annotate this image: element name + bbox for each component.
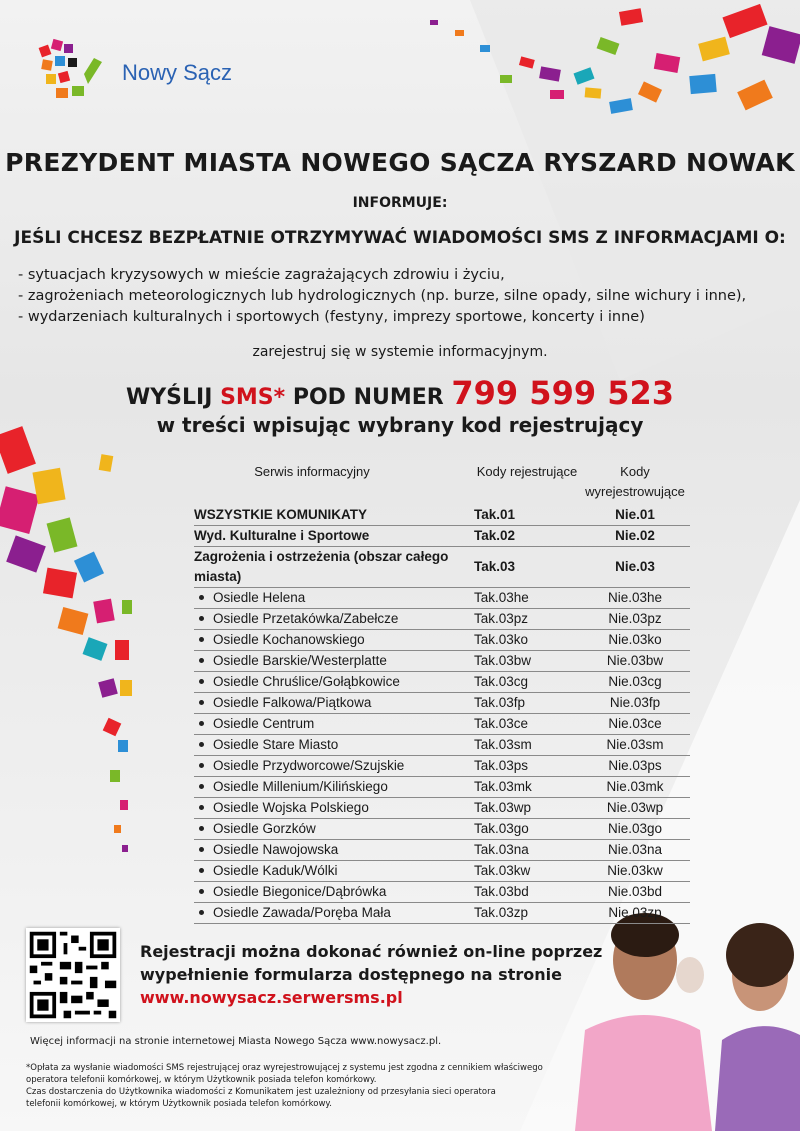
informs-heading: INFORMUJE: — [352, 195, 448, 211]
list-item: - zagrożeniach meteorologicznych lub hydrologicznych (np. burze, silne opady, silne wichury i inne), — [18, 288, 747, 304]
header-service: Serwis informacyjny — [254, 464, 370, 479]
district-name — [194, 672, 470, 693]
bullet-icon — [199, 721, 204, 726]
table-row — [194, 756, 690, 777]
online-registration — [140, 940, 602, 1009]
bullet-icon — [199, 763, 204, 768]
table-row — [194, 777, 690, 798]
register-code: Tak.03bd — [470, 882, 580, 903]
unregister-code: Nie.03 — [580, 547, 690, 588]
topics-list — [18, 265, 746, 328]
city-logo-icon — [36, 36, 111, 111]
district-name — [194, 903, 470, 924]
district-label: Osiedle Millenium/Kilińskiego — [213, 779, 388, 794]
register-code: Tak.03kw — [470, 861, 580, 882]
main-rows — [194, 505, 690, 588]
register-code: Tak.03ko — [470, 630, 580, 651]
district-label: Osiedle Biegonice/Dąbrówka — [213, 884, 387, 899]
register-code: Tak.03pz — [470, 609, 580, 630]
table-row — [194, 651, 690, 672]
table-row — [194, 840, 690, 861]
footnote — [26, 1062, 546, 1110]
sms-instruction — [0, 374, 800, 412]
district-name — [194, 819, 470, 840]
table-row — [194, 903, 690, 924]
bullet-icon — [199, 889, 204, 894]
bullet-icon — [199, 742, 204, 747]
unregister-code: Nie.02 — [580, 526, 690, 547]
table-row — [194, 526, 690, 547]
footnote-line: operatora telefonii komórkowej, w którym Użytkownik posiada telefon komórkowy. — [26, 1075, 377, 1085]
unregister-code: Nie.03mk — [580, 777, 690, 798]
more-info-text: Więcej informacji na stronie internetowej Miasta Nowego Sącza www.nowysacz.pl. — [30, 1036, 442, 1047]
register-code: Tak.03sm — [470, 735, 580, 756]
district-label: Osiedle Gorzków — [213, 821, 316, 836]
district-label: Osiedle Przydworcowe/Szujskie — [213, 758, 405, 773]
district-label: Osiedle Nawojowska — [213, 842, 339, 857]
district-label: Osiedle Centrum — [213, 716, 315, 731]
sms-prefix: WYŚLIJ — [125, 385, 221, 410]
register-code: Tak.03 — [470, 547, 580, 588]
unregister-code: Nie.03he — [580, 588, 690, 609]
bullet-icon — [199, 910, 204, 915]
table-header-row — [194, 462, 690, 505]
qr-code — [26, 928, 120, 1022]
district-rows — [194, 588, 690, 924]
table-row — [194, 672, 690, 693]
unregister-code: Nie.03fp — [580, 693, 690, 714]
header-unregister-codes: Kody wyrejestrowujące — [585, 464, 685, 499]
online-line-1: Rejestracji można dokonać również on-line poprzez — [140, 942, 603, 961]
district-name — [194, 651, 470, 672]
district-name — [194, 609, 470, 630]
district-label: Osiedle Barskie/Westerplatte — [213, 653, 387, 668]
district-name — [194, 630, 470, 651]
bullet-icon — [199, 700, 204, 705]
bullet-icon — [199, 784, 204, 789]
logo-text: Nowy Sącz — [122, 60, 233, 85]
registration-link[interactable]: www.nowysacz.serwersms.pl — [140, 988, 403, 1007]
unregister-code: Nie.03wp — [580, 798, 690, 819]
district-label: Osiedle Stare Miasto — [213, 737, 339, 752]
unregister-code: Nie.03ko — [580, 630, 690, 651]
code-instruction: w treści wpisując wybrany kod rejestrujący — [156, 413, 644, 437]
unregister-code: Nie.03kw — [580, 861, 690, 882]
table-row — [194, 882, 690, 903]
bullet-icon — [199, 679, 204, 684]
online-line-2: wypełnienie formularza dostępnego na stronie — [140, 965, 562, 984]
sms-word: SMS* — [220, 385, 286, 410]
left-fragments — [0, 426, 132, 852]
bullet-icon — [199, 595, 204, 600]
table-row — [194, 505, 690, 526]
list-item: - wydarzeniach kulturalnych i sportowych (festyny, imprezy sportowe, koncerty i inne) — [18, 309, 645, 325]
footnote-line: Czas dostarczenia do Użytkownika wiadomości z Komunikatem jest uzależniony od przesyłania sieci operatora — [26, 1087, 496, 1097]
unregister-code: Nie.03ps — [580, 756, 690, 777]
table-row — [194, 588, 690, 609]
district-label: Osiedle Helena — [213, 590, 306, 605]
service-name: Zagrożenia i ostrzeżenia (obszar całego miasta) — [194, 547, 470, 588]
unregister-code: Nie.03cg — [580, 672, 690, 693]
register-code: Tak.03na — [470, 840, 580, 861]
table-row — [194, 547, 690, 588]
service-name: WSZYSTKIE KOMUNIKATY — [194, 505, 470, 526]
district-label: Osiedle Wojska Polskiego — [213, 800, 369, 815]
register-code: Tak.03ps — [470, 756, 580, 777]
list-item: - sytuacjach kryzysowych w mieście zagrażających zdrowiu i życiu, — [18, 267, 505, 283]
header-register-codes: Kody rejestrujące — [476, 464, 578, 479]
district-label: Osiedle Kochanowskiego — [213, 632, 365, 647]
table-row — [194, 798, 690, 819]
unregister-code: Nie.03bd — [580, 882, 690, 903]
bullet-icon — [199, 826, 204, 831]
district-label: Osiedle Chruślice/Gołąbkowice — [213, 674, 400, 689]
table-row — [194, 714, 690, 735]
register-code: Tak.03zp — [470, 903, 580, 924]
register-code: Tak.03ce — [470, 714, 580, 735]
district-name — [194, 861, 470, 882]
bullet-icon — [199, 847, 204, 852]
unregister-code: Nie.03go — [580, 819, 690, 840]
unregister-code: Nie.03bw — [580, 651, 690, 672]
register-code: Tak.03bw — [470, 651, 580, 672]
table-row — [194, 693, 690, 714]
service-name: Wyd. Kulturalne i Sportowe — [194, 526, 470, 547]
unregister-code: Nie.03zp — [580, 903, 690, 924]
district-label: Osiedle Zawada/Poręba Mała — [213, 905, 391, 920]
unregister-code: Nie.03pz — [580, 609, 690, 630]
table-row — [194, 609, 690, 630]
table-row — [194, 735, 690, 756]
unregister-code: Nie.03ce — [580, 714, 690, 735]
bullet-icon — [199, 637, 204, 642]
table-row — [194, 819, 690, 840]
footnote-line: *Opłata za wysłanie wiadomości SMS rejestrującej oraz wyrejestrowującej z systemu jest zgodna z cennikiem właściwego — [26, 1063, 543, 1073]
page-title: PREZYDENT MIASTA NOWEGO SĄCZA RYSZARD NOWAK — [5, 148, 795, 177]
register-code: Tak.03mk — [470, 777, 580, 798]
district-name — [194, 693, 470, 714]
district-name — [194, 798, 470, 819]
district-name — [194, 840, 470, 861]
footnote-line: telefonii komórkowej, w którym Użytkownik posiada telefon komórkowy. — [26, 1099, 332, 1109]
register-code: Tak.03fp — [470, 693, 580, 714]
bullet-icon — [199, 616, 204, 621]
table-row — [194, 630, 690, 651]
codes-table — [194, 462, 690, 924]
district-name — [194, 735, 470, 756]
unregister-code: Nie.03sm — [580, 735, 690, 756]
district-label: Osiedle Falkowa/Piątkowa — [213, 695, 372, 710]
bullet-icon — [199, 805, 204, 810]
register-code: Tak.03go — [470, 819, 580, 840]
register-code: Tak.03he — [470, 588, 580, 609]
table-row — [194, 861, 690, 882]
bullet-icon — [199, 868, 204, 873]
register-text: zarejestruj się w systemie informacyjnym. — [252, 344, 548, 360]
district-name — [194, 756, 470, 777]
district-label: Osiedle Przetakówka/Zabełcze — [213, 611, 399, 626]
sms-middle: POD NUMER — [285, 385, 452, 410]
phone-number: 799 599 523 — [451, 374, 675, 412]
unregister-code: Nie.03na — [580, 840, 690, 861]
register-code: Tak.03cg — [470, 672, 580, 693]
bullet-icon — [199, 658, 204, 663]
district-name — [194, 714, 470, 735]
district-name — [194, 588, 470, 609]
unregister-code: Nie.01 — [580, 505, 690, 526]
district-label: Osiedle Kaduk/Wólki — [213, 863, 338, 878]
register-code: Tak.02 — [470, 526, 580, 547]
register-code: Tak.03wp — [470, 798, 580, 819]
district-name — [194, 882, 470, 903]
subtitle: JEŚLI CHCESZ BEZPŁATNIE OTRZYMYWAĆ WIADOMOŚCI SMS Z INFORMACJAMI O: — [14, 228, 786, 248]
register-code: Tak.01 — [470, 505, 580, 526]
district-name — [194, 777, 470, 798]
